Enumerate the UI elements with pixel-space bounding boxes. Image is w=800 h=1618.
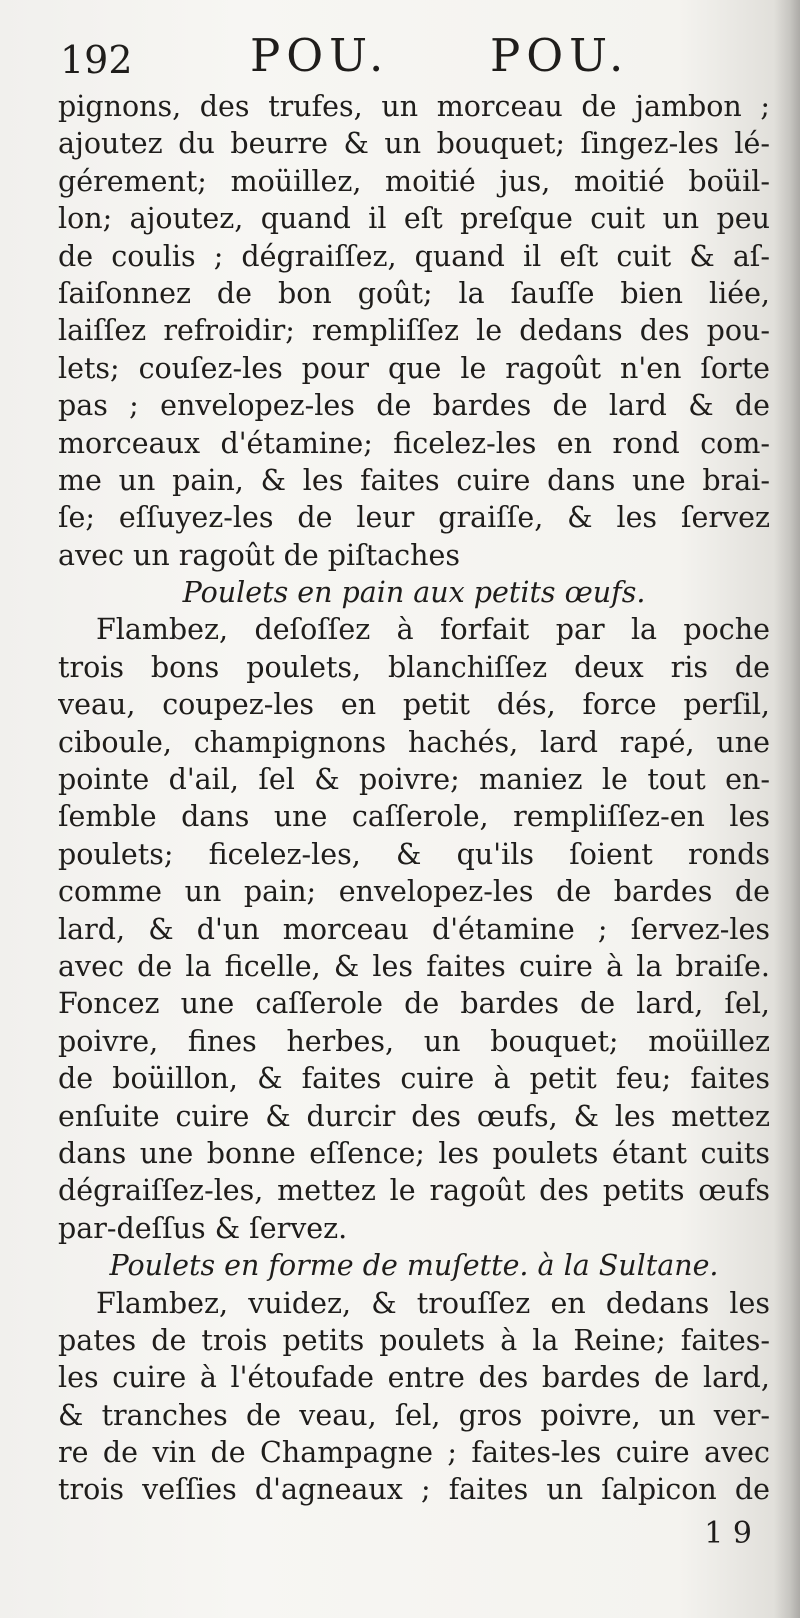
text-line: de boüillon, & faites cuire à petit feu; faites [58, 1062, 770, 1096]
text-line: pointe d'ail, ſel & poivre; maniez le tout en- [58, 763, 770, 797]
text-line: poulets; ficelez-les, & qu'ils ſoient ronds [58, 837, 770, 871]
text-line: re de vin de Champagne ; faites-les cuire avec [58, 1436, 770, 1470]
text-line: pignons, des trufes, un morceau de jambon ; [58, 90, 770, 123]
text-line: les cuire à l'étoufade entre des bardes de lard, [58, 1361, 770, 1395]
text-line: veau, coupez-les en petit dés, force perſil, [58, 688, 770, 722]
text-line: de coulis ; dégraiſſez, quand il eſt cuit & aſ- [58, 239, 770, 273]
text-line: comme un pain; envelopez-les de bardes de [58, 875, 770, 909]
text-line: gérement; moüillez, moitié jus, moitié boüil- [58, 164, 770, 198]
page-header [60, 26, 760, 86]
text-line: dégraiſſez-les, mettez le ragoût des petits œufs [58, 1174, 770, 1208]
text-line: poivre, fines herbes, un bouquet; moüillez [58, 1024, 770, 1058]
text-line: par-deſſus & ſervez. [58, 1211, 348, 1245]
text-line: trois bons poulets, blanchiſſez deux ris de [58, 650, 770, 684]
text-line: trois veſſies d'agneaux ; faites un ſalpicon de [58, 1473, 770, 1507]
running-head-right: POU. [490, 29, 630, 82]
text-line: ſemble dans une caſſerole, rempliſſez-en les [58, 800, 770, 834]
section-heading: Poulets en pain aux petits œufs. [182, 576, 646, 610]
text-line: & tranches de veau, ſel, gros poivre, un ver- [58, 1398, 770, 1432]
text-line: dans une bonne eſſence; les poulets étant cuits [58, 1136, 770, 1170]
text-line: ajoutez du beurre & un bouquet; ſingez-les lé- [58, 127, 770, 161]
text-line: ciboule, champignons hachés, lard rapé, une [58, 725, 770, 759]
running-head-left: POU. [250, 29, 390, 82]
text-line: laiſſez refroidir; rempliſſez le dedans des pou- [58, 314, 770, 348]
text-line: Flambez, vuidez, & trouſſez en dedans les [96, 1286, 770, 1320]
text-line: me un pain, & les faites cuire dans une brai- [58, 463, 770, 497]
text-line: avec de la ficelle, & les faites cuire à la braiſe. [58, 949, 770, 983]
text-line: morceaux d'étamine; ficelez-les en rond com- [58, 426, 770, 460]
body-text [58, 88, 770, 1509]
text-line: avec un ragoût de piſtaches [58, 538, 460, 572]
text-line: enſuite cuire & durcir des œufs, & les mettez [58, 1099, 770, 1133]
text-line: ſaiſonnez de bon goût; la ſauſſe bien liée, [58, 276, 770, 310]
section-heading: Poulets en forme de muſette. à la Sultane. [109, 1249, 719, 1283]
text-line: lets; couſez-les pour que le ragoût n'en ſorte [58, 351, 770, 385]
text-line: Foncez une caſſerole de bardes de lard, ſel, [58, 987, 770, 1021]
page-gutter-shadow [774, 0, 800, 1618]
text-line: lon; ajoutez, quand il eſt preſque cuit un peu [58, 202, 770, 236]
catchword: 1 9 [704, 1516, 752, 1551]
text-line: pates de trois petits poulets à la Reine; faites- [58, 1323, 770, 1357]
text-line: ſe; eſſuyez-les de leur graiſſe, & les ſervez [58, 501, 770, 535]
text-line: pas ; envelopez-les de bardes de lard & de [58, 389, 770, 423]
text-line: lard, & d'un morceau d'étamine ; ſervez-les [58, 912, 770, 946]
text-line: Flambez, deſoſſez à forfait par la poche [96, 613, 770, 647]
page-number: 192 [60, 38, 133, 82]
